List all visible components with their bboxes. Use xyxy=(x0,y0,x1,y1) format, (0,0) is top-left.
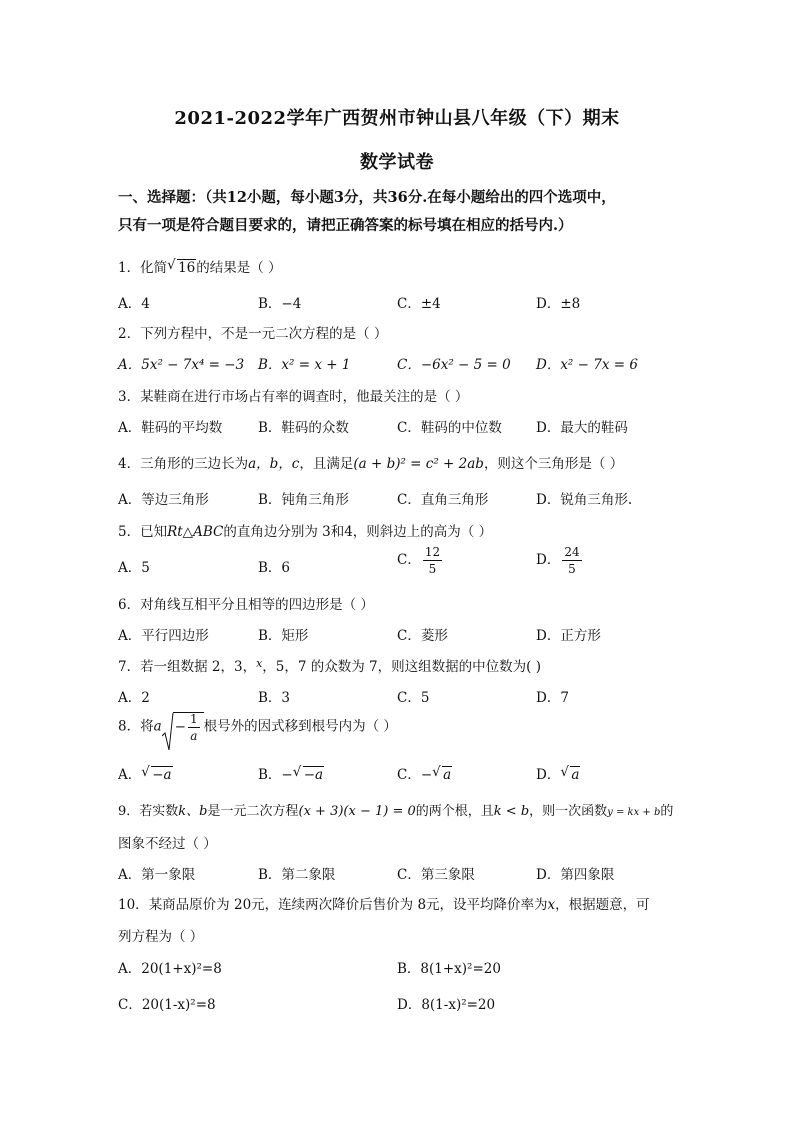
question-3 xyxy=(118,385,688,405)
option-a: A．平行四边形 xyxy=(118,628,209,644)
option-d: D．√ a xyxy=(536,763,580,783)
triangle-name: Rt△ABC xyxy=(167,524,224,540)
question-text: 下列方程中，不是一元二次方程的是（ ） xyxy=(140,326,388,342)
question-text: ，5，7 的众数为 7，则这组数据的中位数为( ) xyxy=(262,659,541,675)
option-b: B．钝角三角形 xyxy=(258,492,349,508)
option-a: A．鞋码的平均数 xyxy=(118,420,223,436)
question-text: 某鞋商在进行市场占有率的调查时，他最关注的是（ ） xyxy=(140,389,469,405)
option-d: D．±8 xyxy=(536,296,581,312)
option-a: A．4 xyxy=(118,296,150,312)
option-d: D．锐角三角形. xyxy=(536,492,633,508)
variable-x: x xyxy=(256,657,263,670)
sqrt-expression: √ a xyxy=(561,766,580,783)
option-c: C．−√ a xyxy=(397,763,452,783)
question-number: 8． xyxy=(118,718,141,735)
exam-subtitle: 数学试卷 xyxy=(360,152,434,173)
option-b: B．−√ −a xyxy=(258,763,324,783)
equation: (a + b)² = c² + 2ab xyxy=(353,456,484,472)
question-number: 10． xyxy=(118,897,149,913)
section-heading-line2: 只有一项是符合题目要求的，请把正确答案的标号填在相应的括号内.） xyxy=(118,217,573,234)
option-c: C．菱形 xyxy=(397,628,448,644)
option-d: D．x² − 7x = 6 xyxy=(536,357,638,373)
question-9-line2: 图象不经过（ ） xyxy=(118,836,217,852)
option-c: C．−6x² − 5 = 0 xyxy=(397,357,511,373)
question-10 xyxy=(118,893,688,913)
option-a: A．20(1+x)²=8 xyxy=(118,961,222,977)
option-c: C．±4 xyxy=(397,296,441,312)
question-number: 1． xyxy=(118,260,141,276)
question-10-line2: 列方程为（ ） xyxy=(118,929,204,945)
equation: (x + 3)(x − 1) = 0 xyxy=(298,804,416,819)
section-heading xyxy=(118,184,678,240)
option-d: D． $\frac{24}{5}$ xyxy=(536,545,580,576)
option-c: C．20(1-x)²=8 xyxy=(118,997,216,1013)
question-text: 某商品原价为 20元，连续两次降价后售价为 8元，设平均降价率为 xyxy=(148,897,548,913)
exam-title: 2021-2022学年广西贺州市钟山县八年级（下）期末 xyxy=(174,108,620,129)
section-heading-line1: 一、选择题：（共12小题，每小题3分，共36分.在每小题给出的四个选项中， xyxy=(118,189,616,206)
question-text: 若实数 xyxy=(139,804,179,819)
option-c: C．直角三角形 xyxy=(397,492,489,508)
radical-expression: − $\frac{1}{a}$ xyxy=(162,712,204,742)
question-number: 3． xyxy=(118,389,141,405)
question-number: 4． xyxy=(118,456,141,472)
fraction: $\frac{12}{5}$ xyxy=(424,545,441,576)
linear-function: y = kx + b xyxy=(607,807,661,818)
fraction: $\frac{24}{5}$ xyxy=(564,545,580,576)
sqrt-expression: √ −a xyxy=(294,766,324,783)
question-text: 的两个根，且 xyxy=(415,804,494,819)
question-text: 根号外的因式移到根号内为（ ） xyxy=(203,718,397,735)
question-text: 化简 xyxy=(140,260,168,276)
question-text: 将 xyxy=(140,718,154,735)
question-number: 5． xyxy=(118,524,141,540)
option-d: D．正方形 xyxy=(536,628,601,644)
question-text: 的直角边分别为 3和4，则斜边上的高为（ ） xyxy=(223,524,493,540)
question-text: 已知 xyxy=(140,524,168,540)
sqrt-expression: √ 16 xyxy=(168,259,196,276)
question-number: 2． xyxy=(118,326,141,342)
question-text: ，且满足 xyxy=(299,456,354,472)
radical-sign xyxy=(162,712,174,752)
option-b: B．6 xyxy=(258,560,291,576)
option-c: C． $\frac{12}{5}$ xyxy=(397,545,441,576)
option-d: D．最大的鞋码 xyxy=(536,420,628,436)
option-d: D．8(1-x)²=20 xyxy=(397,997,496,1013)
question-1 xyxy=(118,256,688,276)
option-b: B．3 xyxy=(258,690,291,706)
sqrt-expression: √ a xyxy=(433,766,452,783)
question-text: 若一组数据 2，3， xyxy=(140,659,257,675)
variable-a: a xyxy=(153,718,162,735)
option-a: A．2 xyxy=(118,690,150,706)
question-text: 对角线互相平分且相等的四边形是（ ） xyxy=(140,597,374,613)
question-text: ，根据题意，可 xyxy=(555,897,650,913)
question-9 xyxy=(118,800,688,819)
question-text: 的 xyxy=(660,804,674,819)
question-8 xyxy=(118,712,688,742)
option-b: B．x² = x + 1 xyxy=(258,357,351,373)
option-c: C．鞋码的中位数 xyxy=(397,420,502,436)
fraction: $\frac{1}{a}$ xyxy=(189,712,198,743)
question-number: 6． xyxy=(118,597,141,613)
question-4 xyxy=(118,452,688,472)
question-2 xyxy=(118,322,688,342)
option-c: C．5 xyxy=(397,690,430,706)
option-b: B．矩形 xyxy=(258,628,309,644)
option-d: D．7 xyxy=(536,690,569,706)
question-5 xyxy=(118,520,688,540)
variables: k、b xyxy=(178,804,208,819)
inequality: k < b xyxy=(493,804,530,819)
question-text: ，则这个三角形是（ ） xyxy=(483,456,624,472)
option-b: B．−4 xyxy=(258,296,302,312)
option-a: A．5 xyxy=(118,560,150,576)
question-number: 9． xyxy=(118,804,140,819)
variable-x: x xyxy=(547,897,556,913)
question-7 xyxy=(118,655,688,675)
option-a: A．第一象限 xyxy=(118,867,196,883)
variables: a，b，c xyxy=(248,456,300,472)
question-text: 三角形的三边长为 xyxy=(140,456,249,472)
option-a: A．√ −a xyxy=(118,763,173,783)
option-b: B．鞋码的众数 xyxy=(258,420,349,436)
option-a: A．5x² − 7x⁴ = −3 xyxy=(118,357,245,373)
option-c: C．第三象限 xyxy=(397,867,475,883)
sqrt-expression: √ −a xyxy=(142,766,172,783)
option-d: D．第四象限 xyxy=(536,867,615,883)
question-number: 7． xyxy=(118,659,141,675)
option-b: B．第二象限 xyxy=(258,867,336,883)
option-a: A．等边三角形 xyxy=(118,492,209,508)
question-6 xyxy=(118,593,688,613)
question-text: ，则一次函数 xyxy=(529,804,608,819)
question-text: 是一元二次方程 xyxy=(207,804,299,819)
option-b: B．8(1+x)²=20 xyxy=(397,961,501,977)
question-text: 的结果是（ ） xyxy=(196,260,282,276)
